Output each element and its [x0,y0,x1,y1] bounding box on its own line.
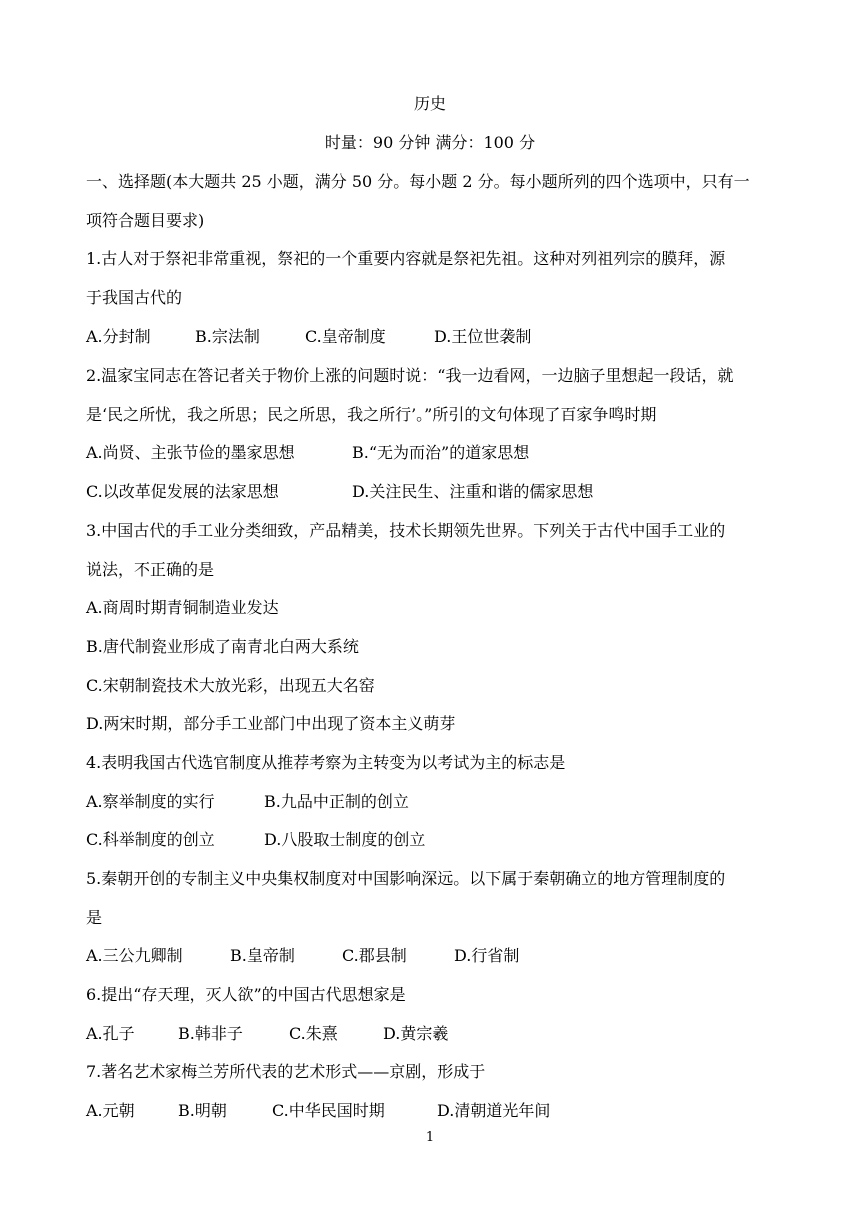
question-1-options [86,327,531,347]
question-7-options [86,1101,550,1121]
question-1-stem-line-2: 于我国古代的 [86,288,183,307]
option-d: D.八股取士制度的创立 [264,830,426,849]
page-title: 历史 [413,94,446,113]
page-number: 1 [425,1130,435,1145]
question-3-option-b: B.唐代制瓷业形成了南青北白两大系统 [86,637,359,656]
question-4-options-row-1 [86,792,409,812]
option-a: A.三公九卿制 [86,946,183,965]
option-b: B.“无为而治”的道家思想 [352,443,530,462]
option-a: A.分封制 [86,327,151,346]
option-d: D.黄宗羲 [383,1024,449,1043]
question-3-option-c: C.宋朝制瓷技术大放光彩，出现五大名窑 [86,676,375,695]
option-d: D.王位世袭制 [434,327,532,346]
question-6-stem: 6.提出“存天理，灭人欲”的中国古代思想家是 [86,985,406,1004]
question-1-stem-line-1: 1.古人对于祭祀非常重视，祭祀的一个重要内容就是祭祀先祖。这种对列祖列宗的膜拜，源 [86,249,726,268]
question-6-options [86,1024,448,1044]
exam-info: 时量：90 分钟 满分：100 分 [324,133,536,152]
option-d: D.关注民生、注重和谐的儒家思想 [352,482,594,501]
question-7-stem: 7.著名艺术家梅兰芳所代表的艺术形式——京剧，形成于 [86,1062,486,1081]
option-d: D.清朝道光年间 [437,1101,551,1120]
option-a: A.孔子 [86,1024,135,1043]
question-5-stem-line-2: 是 [86,908,103,927]
option-a: A.察举制度的实行 [86,792,215,811]
option-c: C.科举制度的创立 [86,830,215,849]
option-c: C.郡县制 [342,946,407,965]
option-a: A.元朝 [86,1101,135,1120]
question-3-option-a: A.商周时期青铜制造业发达 [86,598,279,617]
option-c: C.朱熹 [289,1024,338,1043]
question-2-stem-line-2: 是‘民之所忧，我之所思；民之所思，我之所行’。”所引的文句体现了百家争鸣时期 [86,405,657,424]
question-4-stem: 4.表明我国古代选官制度从推荐考察为主转变为以考试为主的标志是 [86,753,566,772]
section-instructions-line-2: 项符合题目要求) [86,211,205,230]
option-c: C.皇帝制度 [305,327,386,346]
option-b: B.宗法制 [195,327,260,346]
question-3-stem-line-1: 3.中国古代的手工业分类细致，产品精美，技术长期领先世界。下列关于古代中国手工业的 [86,521,726,540]
question-3-stem-line-2: 说法，不正确的是 [86,560,215,579]
option-c: C.以改革促发展的法家思想 [86,482,279,501]
option-d: D.行省制 [454,946,520,965]
option-b: B.韩非子 [178,1024,243,1043]
option-c: C.中华民国时期 [272,1101,385,1120]
question-2-stem-line-1: 2.温家宝同志在答记者关于物价上涨的问题时说：“我一边看网，一边脑子里想起一段话，就 [86,366,734,385]
question-5-stem-line-1: 5.秦朝开创的专制主义中央集权制度对中国影响深远。以下属于秦朝确立的地方管理制度的 [86,869,726,888]
option-a: A.尚贤、主张节俭的墨家思想 [86,443,295,462]
section-instructions-line-1: 一、选择题(本大题共 25 小题，满分 50 分。每小题 2 分。每小题所列的四个选项中，只有一 [86,172,750,191]
question-2-options-row-1 [86,443,529,463]
question-5-options [86,946,519,966]
question-2-options-row-2 [86,482,593,502]
question-3-option-d: D.两宋时期，部分手工业部门中出现了资本主义萌芽 [86,714,456,733]
option-b: B.皇帝制 [230,946,295,965]
option-b: B.九品中正制的创立 [264,792,409,811]
option-b: B.明朝 [178,1101,227,1120]
question-4-options-row-2 [86,830,425,850]
